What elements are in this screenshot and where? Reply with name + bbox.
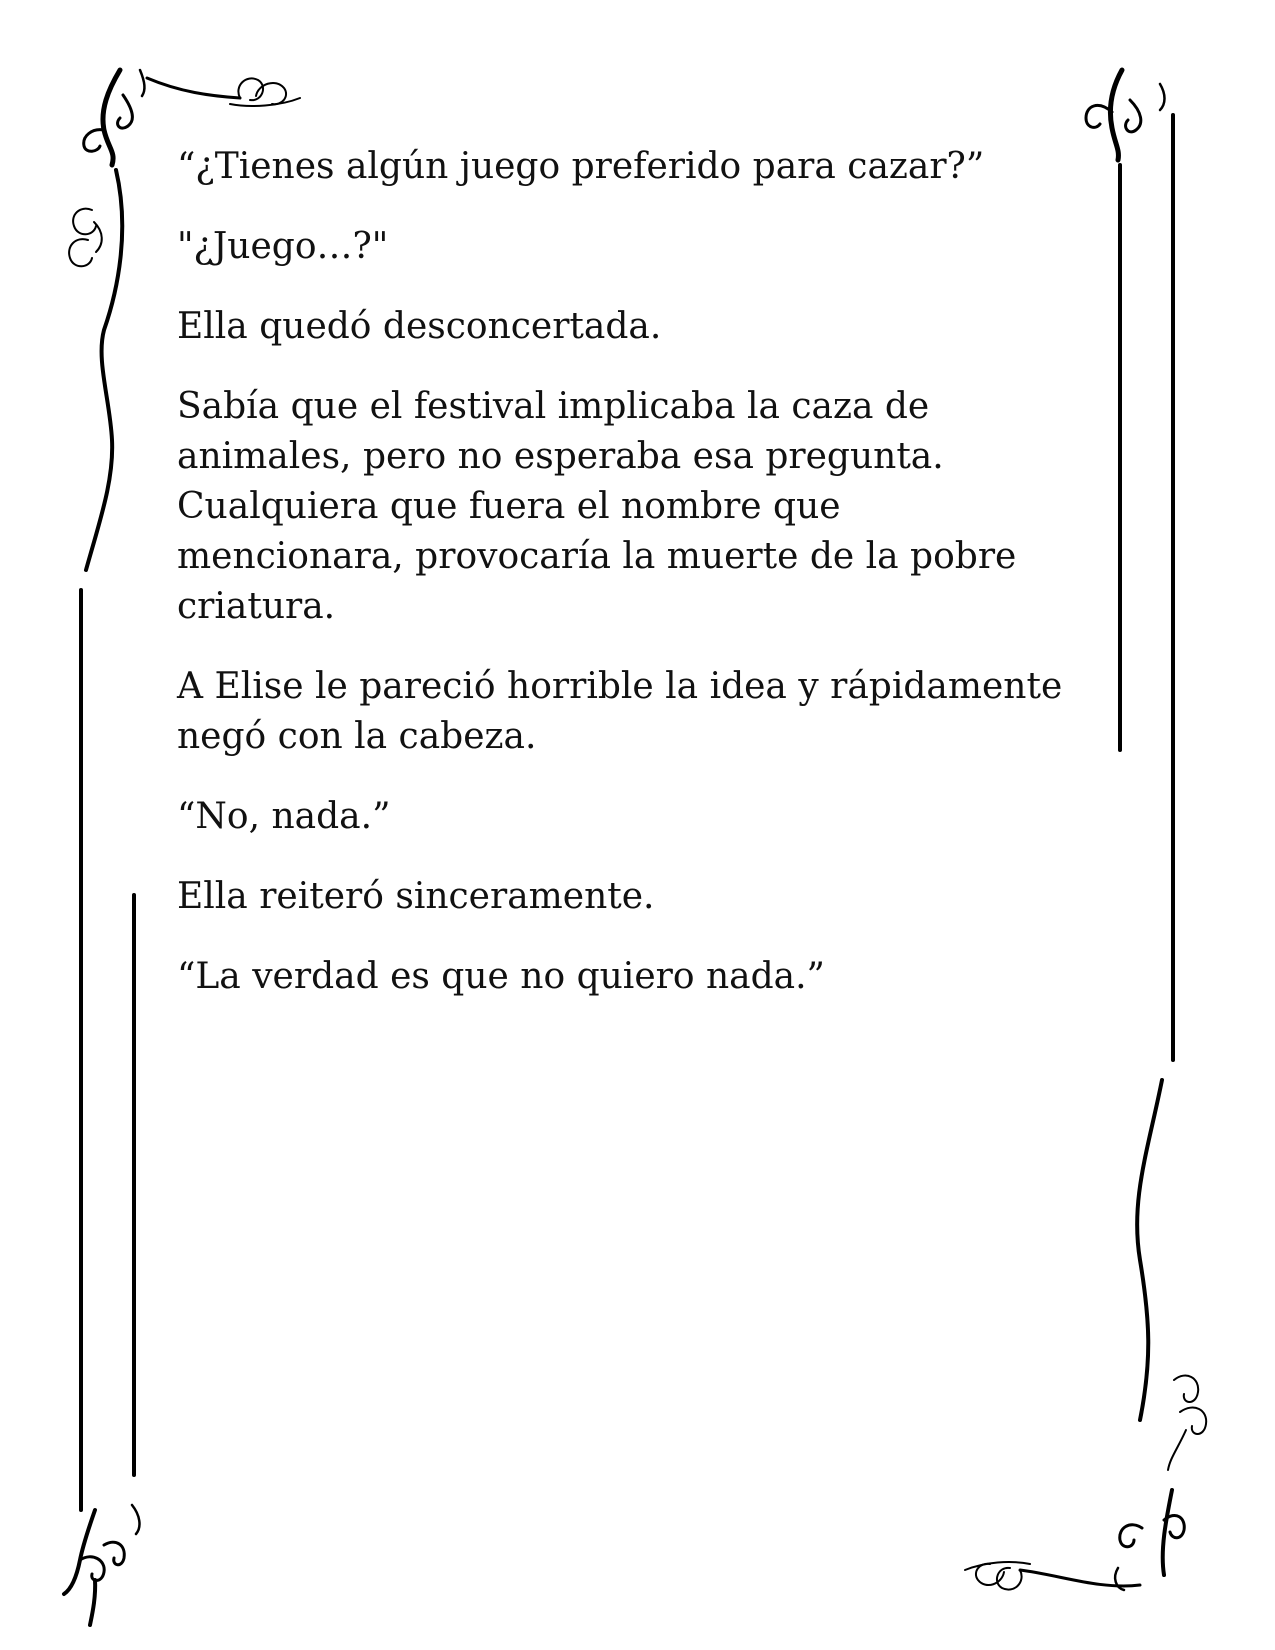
paragraph: “La verdad es que no quiero nada.” [177, 956, 825, 997]
bottom-left-flourish-icon [64, 1505, 139, 1625]
paragraph: Ella quedó desconcertada. [177, 306, 662, 347]
story-text [177, 142, 1077, 1032]
paragraph: “¿Tienes algún juego preferido para cazar?” [177, 146, 985, 187]
paragraph: “No, nada.” [177, 796, 391, 837]
bottom-right-flourish-icon [965, 1080, 1206, 1590]
paragraph: A Elise le pareció horrible la idea y rápidamente negó con la cabeza. [177, 666, 1063, 757]
paragraph: "¿Juego…?" [177, 226, 389, 267]
paragraph: Ella reiteró sinceramente. [177, 876, 655, 917]
paragraph: Sabía que el festival implicaba la caza de animales, pero no esperaba esa pregunta. Cualquiera que fuera el nombre que mencionara, provocaría la muerte de la pobre criatura. [177, 386, 1017, 627]
top-right-flourish-icon [1086, 70, 1173, 1060]
